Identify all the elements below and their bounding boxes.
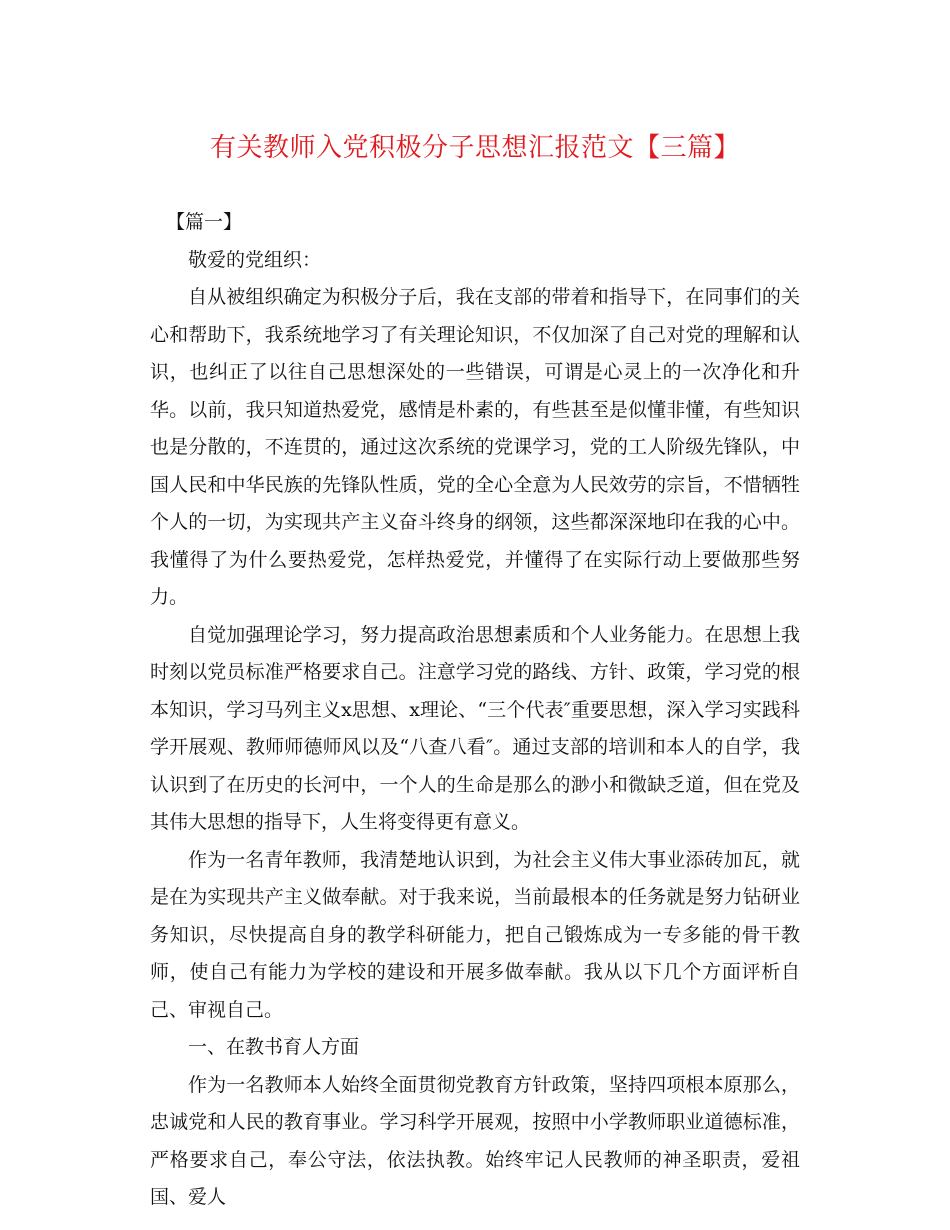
subheading-teaching: 一、在教书育人方面 [188, 1036, 360, 1058]
salutation: 敬爱的党组织： [188, 248, 322, 271]
paragraph-1: 自从被组织确定为积极分子后，我在支部的带着和指导下，在同事们的关心和帮助下，我系统地学习了有关理论知识，不仅加深了自己对党的理解和认识，也纠正了以往自己思想深处的一些错误，可谓是心灵上的一次净化和升华。以前，我只知道热爱党，感情是朴素的，有些甚至是似懂非懂，有些知识也是分散的，不连贯的，通过这次系统的党课学习，党的工人阶级先锋队，中国人民和中华民族的先锋队性质，党的全心全意为人民效劳的宗旨，不惜牺牲个人的一切，为实现共产主义奋斗终身的纲领，这些都深深地印在我的心中。我懂得了为什么要热爱党，怎样热爱党，并懂得了在实际行动上要做那些努力。 [150, 286, 800, 608]
document-title: 有关教师入党积极分子思想汇报范文【三篇】 [209, 133, 740, 163]
section-heading: 【篇一】 [166, 211, 243, 233]
document-body [150, 204, 800, 1217]
paragraph-2: 自觉加强理论学习，努力提高政治思想素质和个人业务能力。在思想上我时刻以党员标准严格要求自己。注意学习党的路线、方针、政策，学习党的根本知识，学习马列主义x思想、x理论、“三个代表″重要思想，深入学习实践科学开展观、教师师德师风以及“八查八看″。通过支部的培训和本人的自学，我认识到了在历史的长河中，一个人的生命是那么的渺小和微缺乏道，但在党及其伟大思想的指导下，人生将变得更有意义。 [150, 623, 800, 833]
paragraph-4: 作为一名教师本人始终全面贯彻党教育方针政策，坚持四项根本原那么，忠诚党和人民的教育事业。学习科学开展观，按照中小学教师职业道德标准，严格要求自己，奉公守法，依法执教。始终牢记人民教师的神圣职责，爱祖国、爱人 [150, 1073, 800, 1208]
paragraph-3: 作为一名青年教师，我清楚地认识到，为社会主义伟大事业添砖加瓦，就是在为实现共产主义做奉献。对于我来说，当前最根本的任务就是努力钻研业务知识，尽快提高自身的教学科研能力，把自己锻炼成为一专多能的骨干教师，使自己有能力为学校的建设和开展多做奉献。我从以下几个方面评析自己、审视自己。 [150, 848, 800, 1021]
